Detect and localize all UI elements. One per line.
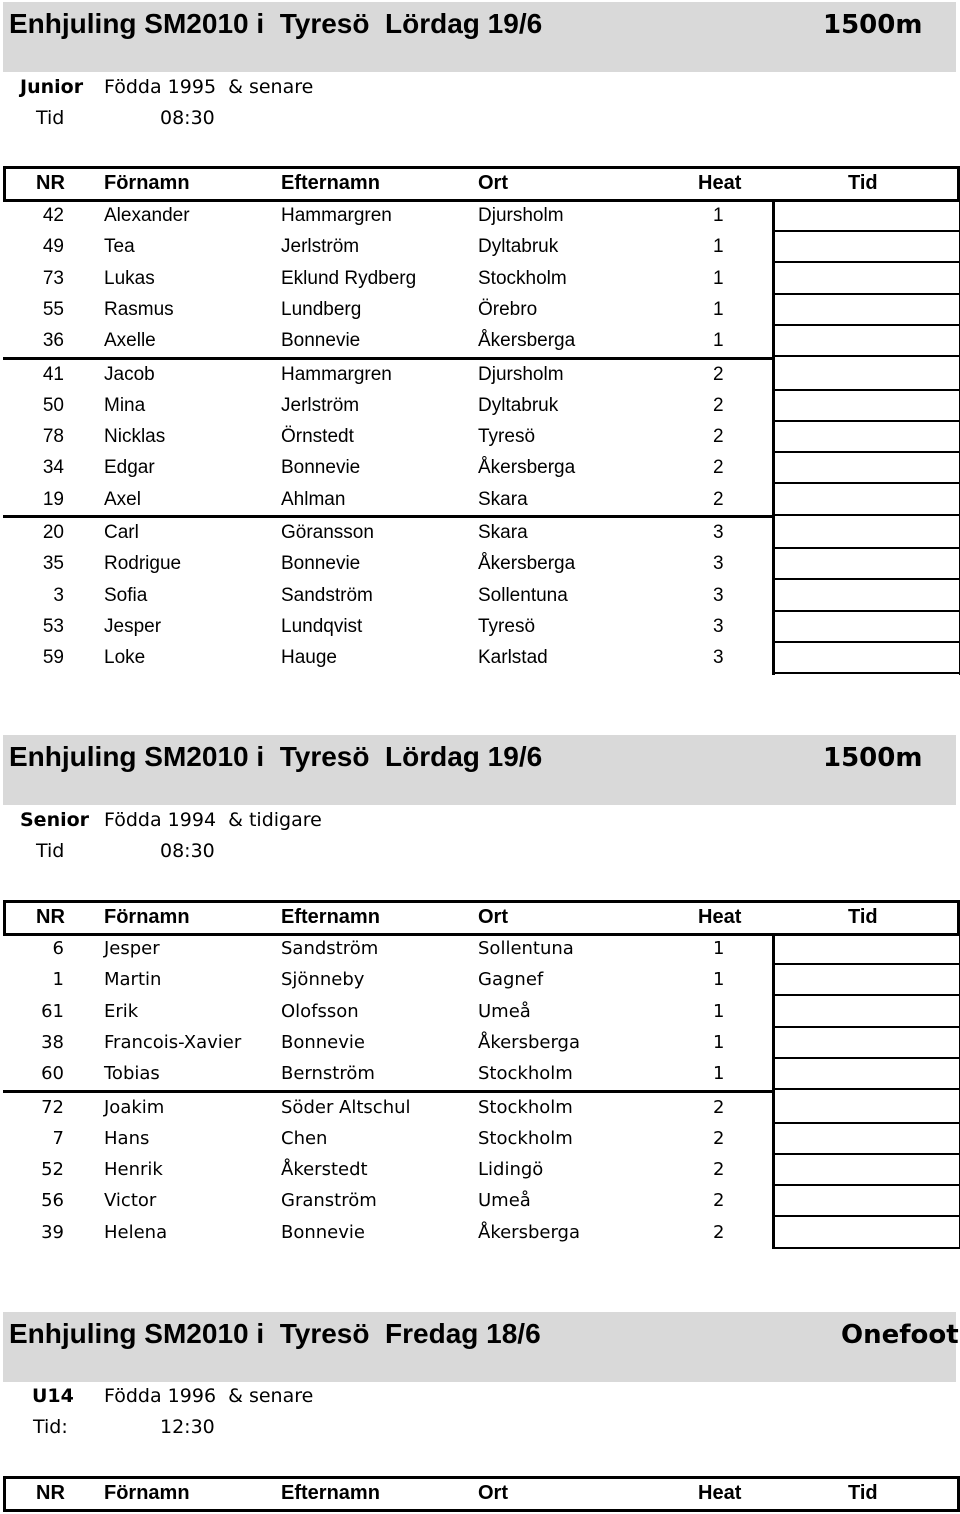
table-row	[0, 232, 960, 263]
city: Skara	[478, 522, 528, 543]
entry-number: 36	[42, 330, 64, 352]
heat-number: 2	[713, 1221, 725, 1243]
table-row	[0, 453, 960, 484]
header-last-name: Efternamn	[281, 172, 380, 194]
last-name: Jerlström	[281, 394, 360, 416]
first-name: Nicklas	[104, 426, 166, 448]
header-nr: NR	[36, 172, 65, 194]
heat-number: 3	[713, 647, 724, 669]
first-name: Tea	[104, 236, 135, 258]
heat-number: 2	[713, 488, 724, 510]
table-row	[0, 643, 960, 674]
header-first-name: Förnamn	[104, 906, 190, 928]
last-name: Hammargren	[281, 363, 392, 385]
time-value: 12:30	[160, 1416, 215, 1438]
table-row	[0, 391, 960, 422]
city: Gagnef	[478, 969, 544, 991]
first-name: Victor	[104, 1190, 157, 1212]
first-name: Axelle	[104, 330, 156, 352]
class-label: Senior	[20, 809, 90, 831]
last-name: Hauge	[281, 647, 337, 669]
last-name: Olofsson	[281, 1000, 359, 1022]
table-row	[0, 1218, 960, 1249]
city: Åkersberga	[478, 553, 576, 575]
header-first-name: Förnamn	[104, 172, 190, 194]
section-3-title: Enhjuling SM2010 i Tyresö Fredag 18/6	[9, 1318, 541, 1349]
heat-number: 1	[713, 1063, 725, 1085]
first-name: Rodrigue	[104, 553, 182, 575]
city: Tyresö	[478, 426, 536, 448]
city: Dyltabruk	[478, 236, 559, 258]
city: Åkersberga	[478, 1031, 580, 1053]
section-3-table-header	[3, 1476, 960, 1512]
last-name: Göransson	[281, 522, 374, 543]
entry-number: 42	[42, 205, 64, 226]
first-name: Rasmus	[104, 298, 174, 320]
section-2-table-header	[3, 900, 960, 936]
last-name: Jerlström	[281, 236, 360, 258]
heat-number: 1	[713, 1031, 725, 1053]
last-name: Eklund Rydberg	[281, 267, 417, 289]
city: Åkersberga	[478, 330, 576, 352]
entry-number: 3	[53, 584, 64, 606]
entry-number: 19	[42, 488, 64, 510]
entry-number: 60	[41, 1063, 64, 1085]
entry-number: 20	[42, 522, 64, 543]
heat-number: 1	[713, 298, 724, 320]
heat-number: 1	[713, 330, 724, 352]
table-row	[0, 612, 960, 643]
header-nr: NR	[36, 1482, 65, 1504]
first-name: Francois-Xavier	[104, 1031, 242, 1053]
last-name: Bonnevie	[281, 1221, 365, 1243]
born-label: Födda 1995 & senare	[104, 76, 314, 98]
heat-number: 2	[713, 1096, 725, 1118]
entry-number: 53	[42, 615, 64, 637]
heat-number: 3	[713, 615, 724, 637]
time-value: 08:30	[160, 107, 215, 129]
entry-number: 55	[42, 298, 64, 320]
heat-number: 1	[713, 236, 724, 258]
first-name: Jesper	[104, 615, 162, 637]
entry-number: 6	[52, 938, 64, 959]
header-last-name: Efternamn	[281, 1482, 380, 1504]
first-name: Jacob	[104, 363, 155, 385]
table-row	[0, 1059, 960, 1090]
first-name: Helena	[104, 1221, 168, 1243]
city: Åkersberga	[478, 457, 576, 479]
header-last-name: Efternamn	[281, 906, 380, 928]
section-1-banner	[3, 2, 956, 72]
entry-number: 52	[41, 1159, 64, 1181]
time-value: 08:30	[160, 840, 215, 862]
first-name: Edgar	[104, 457, 155, 479]
city: Umeå	[478, 1190, 531, 1212]
header-time: Tid	[848, 906, 878, 928]
first-name: Alexander	[104, 205, 190, 226]
table-row	[0, 295, 960, 326]
last-name: Chen	[281, 1127, 328, 1149]
header-heat: Heat	[698, 172, 742, 194]
first-name: Mina	[104, 394, 146, 416]
section-1-title: Enhjuling SM2010 i Tyresö Lördag 19/6	[9, 8, 543, 39]
city: Stockholm	[478, 1096, 573, 1118]
last-name: Hammargren	[281, 205, 392, 226]
last-name: Sjönneby	[281, 969, 365, 991]
first-name: Erik	[104, 1000, 139, 1022]
first-name: Hans	[104, 1127, 150, 1149]
section-2-banner	[3, 735, 956, 805]
last-name: Bonnevie	[281, 553, 361, 575]
first-name: Henrik	[104, 1159, 163, 1181]
time-label: Tid:	[33, 1416, 68, 1438]
last-name: Granström	[281, 1190, 377, 1212]
time-label: Tid	[36, 840, 65, 862]
born-label: Födda 1994 & tidigare	[104, 809, 322, 831]
entry-number: 34	[42, 457, 64, 479]
header-time: Tid	[848, 172, 878, 194]
last-name: Sandström	[281, 584, 373, 606]
header-city: Ort	[478, 1482, 508, 1504]
section-1-table-header	[3, 166, 960, 202]
heat-number: 1	[713, 205, 724, 226]
city: Örebro	[478, 298, 538, 320]
table-row	[0, 581, 960, 612]
last-name: Örnstedt	[281, 426, 354, 448]
header-heat: Heat	[698, 906, 742, 928]
header-heat: Heat	[698, 1482, 742, 1504]
entry-number: 72	[41, 1096, 64, 1118]
first-name: Lukas	[104, 267, 155, 289]
last-name: Bonnevie	[281, 1031, 365, 1053]
table-row	[0, 201, 960, 232]
first-name: Martin	[104, 969, 162, 991]
section-2-distance: 1500m	[823, 743, 923, 773]
heat-number: 2	[713, 1159, 725, 1181]
header-time: Tid	[848, 1482, 878, 1504]
last-name: Lundberg	[281, 298, 362, 320]
heat-number: 2	[713, 1127, 725, 1149]
table-row	[0, 264, 960, 295]
heat-number: 2	[713, 457, 724, 479]
last-name: Lundqvist	[281, 615, 363, 637]
last-name: Bernström	[281, 1063, 375, 1085]
entry-number: 59	[42, 647, 64, 669]
city: Djursholm	[478, 205, 564, 226]
table-row	[0, 1155, 960, 1186]
city: Sollentuna	[478, 584, 568, 606]
table-row	[0, 965, 960, 996]
entry-number: 39	[41, 1221, 64, 1243]
city: Lidingö	[478, 1159, 544, 1181]
first-name: Sofia	[104, 584, 148, 606]
entry-number: 35	[42, 553, 64, 575]
table-row	[0, 1124, 960, 1155]
heat-number: 2	[713, 363, 724, 385]
entry-number: 50	[42, 394, 64, 416]
table-row	[0, 1186, 960, 1217]
table-row	[0, 1093, 960, 1124]
entry-number: 61	[41, 1000, 64, 1022]
class-label: U14	[32, 1385, 74, 1407]
header-city: Ort	[478, 906, 508, 928]
city: Karlstad	[478, 647, 548, 669]
last-name: Ahlman	[281, 488, 346, 510]
section-1-distance: 1500m	[823, 10, 923, 40]
header-city: Ort	[478, 172, 508, 194]
heat-number: 3	[713, 522, 724, 543]
last-name: Bonnevie	[281, 457, 361, 479]
last-name: Bonnevie	[281, 330, 361, 352]
city: Stockholm	[478, 267, 567, 289]
first-name: Joakim	[104, 1096, 165, 1118]
entry-number: 38	[41, 1031, 64, 1053]
entry-number: 1	[52, 969, 64, 991]
city: Stockholm	[478, 1127, 573, 1149]
heat-number: 2	[713, 394, 724, 416]
heat-number: 1	[713, 267, 724, 289]
entry-number: 41	[42, 363, 64, 385]
table-row	[0, 934, 960, 965]
table-row	[0, 422, 960, 453]
table-row	[0, 549, 960, 580]
first-name: Carl	[104, 522, 139, 543]
city: Åkersberga	[478, 1221, 580, 1243]
entry-number: 7	[52, 1127, 64, 1149]
heat-number: 2	[713, 426, 724, 448]
table-row	[0, 485, 960, 516]
entry-number: 56	[41, 1190, 64, 1212]
city: Sollentuna	[478, 938, 574, 959]
header-first-name: Förnamn	[104, 1482, 190, 1504]
heat-number: 3	[713, 584, 724, 606]
last-name: Söder Altschul	[281, 1096, 411, 1118]
entry-number: 49	[42, 236, 64, 258]
table-row	[0, 997, 960, 1028]
table-row	[0, 518, 960, 549]
first-name: Axel	[104, 488, 141, 510]
first-name: Jesper	[104, 938, 160, 959]
table-row	[0, 360, 960, 391]
first-name: Loke	[104, 647, 146, 669]
section-3-banner	[3, 1312, 959, 1382]
heat-number: 1	[713, 1000, 725, 1022]
entry-number: 78	[42, 426, 64, 448]
born-label: Födda 1996 & senare	[104, 1385, 314, 1407]
first-name: Tobias	[104, 1063, 160, 1085]
last-name: Sandström	[281, 938, 379, 959]
table-row	[0, 1028, 960, 1059]
city: Umeå	[478, 1000, 531, 1022]
city: Tyresö	[478, 615, 536, 637]
table-row	[0, 326, 960, 357]
header-nr: NR	[36, 906, 65, 928]
class-label: Junior	[20, 76, 84, 98]
city: Dyltabruk	[478, 394, 559, 416]
heat-number: 1	[713, 969, 725, 991]
last-name: Åkerstedt	[281, 1159, 368, 1181]
heat-number: 3	[713, 553, 724, 575]
city: Djursholm	[478, 363, 564, 385]
time-label: Tid	[36, 107, 65, 129]
section-3-distance: Onefoot	[841, 1320, 959, 1350]
heat-number: 2	[713, 1190, 725, 1212]
heat-number: 1	[713, 938, 725, 959]
city: Skara	[478, 488, 528, 510]
entry-number: 73	[42, 267, 64, 289]
section-2-title: Enhjuling SM2010 i Tyresö Lördag 19/6	[9, 741, 543, 772]
city: Stockholm	[478, 1063, 573, 1085]
